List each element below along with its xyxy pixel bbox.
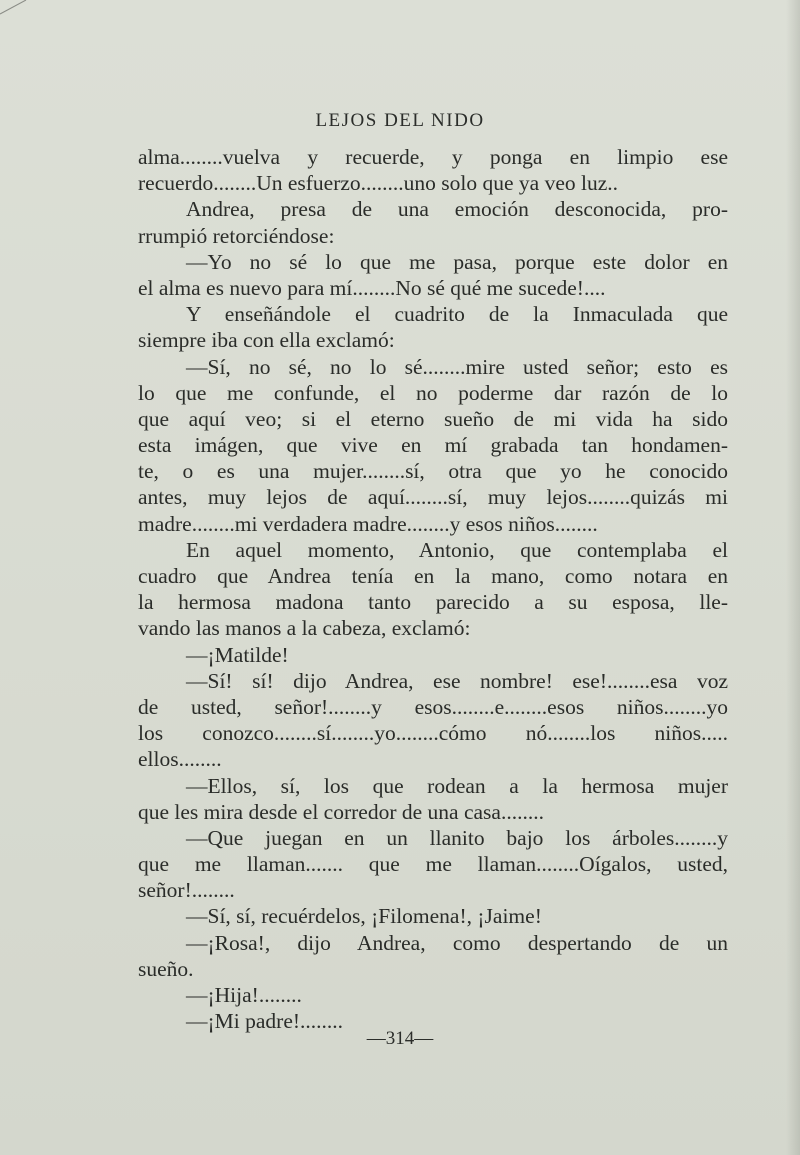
page-edge-shadow [786,0,800,1155]
page-number: —314— [366,1028,434,1049]
text-line: —Yo no sé lo que me pasa, porque este dolor en [186,249,728,274]
text-line: lo que me confunde, el no poderme dar razón de lo [138,380,728,405]
text-line: rrumpió retorciéndose: [138,223,335,248]
text-line: —Que juegan en un llanito bajo los árboles........y [186,825,728,850]
text-line: Andrea, presa de una emoción desconocida, pro- [186,197,728,222]
text-line: vando las manos a la cabeza, exclamó: [138,616,471,641]
text-line: —Ellos, sí, los que rodean a la hermosa mujer [186,773,728,798]
text-line: —¡Hija!........ [186,983,302,1007]
text-line: que me llaman....... que me llaman........Oígalos, usted, [138,852,728,877]
text-line: En aquel momento, Antonio, que contemplaba el [186,537,728,562]
page-corner-mark [0,0,30,20]
text-line: madre........mi verdadera madre........y esos niños........ [138,511,598,536]
text-line: que aquí veo; si el eterno sueño de mi vida ha sido [138,406,728,431]
text-line: recuerdo........Un esfuerzo........uno solo que ya veo luz.. [138,171,619,196]
text-line: —Sí, no sé, no lo sé........mire usted señor; esto es [186,354,728,379]
text-line: esta imágen, que vive en mí grabada tan hondamen- [138,433,728,458]
text-line: ellos........ [138,747,222,772]
text-line: que les mira desde el corredor de una casa........ [138,799,544,824]
text-line: cuadro que Andrea tenía en la mano, como notara en [138,564,728,588]
text-line: señor!........ [138,878,235,903]
text-line: te, o es una mujer........sí, otra que yo he conocido [138,459,728,484]
text-line: el alma es nuevo para mí........No sé qué me sucede!.... [138,275,606,300]
text-line: los conozco........sí........yo........cómo nó........los niños..... [138,721,728,746]
text-line: la hermosa madona tanto parecido a su esposa, lle- [138,590,728,615]
text-line: alma........vuelva y recuerde, y ponga en limpio ese [138,145,728,169]
text-line: —Sí! sí! dijo Andrea, ese nombre! ese!........esa voz [186,668,728,693]
text-line: siempre iba con ella exclamó: [138,328,395,353]
text-line: —Sí, sí, recuérdelos, ¡Filomena!, ¡Jaime! [186,904,542,929]
text-line: antes, muy lejos de aquí........sí, muy lejos........quizás mi [138,485,728,510]
running-head: LEJOS DEL NIDO [315,110,485,131]
text-line: sueño. [138,956,194,981]
body-text [138,144,728,1034]
text-line: Y enseñándole el cuadrito de la Inmaculada que [186,302,728,327]
text-line: —¡Matilde! [186,642,289,667]
text-line: —¡Rosa!, dijo Andrea, como despertando de un [186,930,728,955]
text-line: de usted, señor!........y esos........e........esos niños........yo [138,694,728,719]
text-line: —¡Mi padre!........ [186,1009,344,1034]
